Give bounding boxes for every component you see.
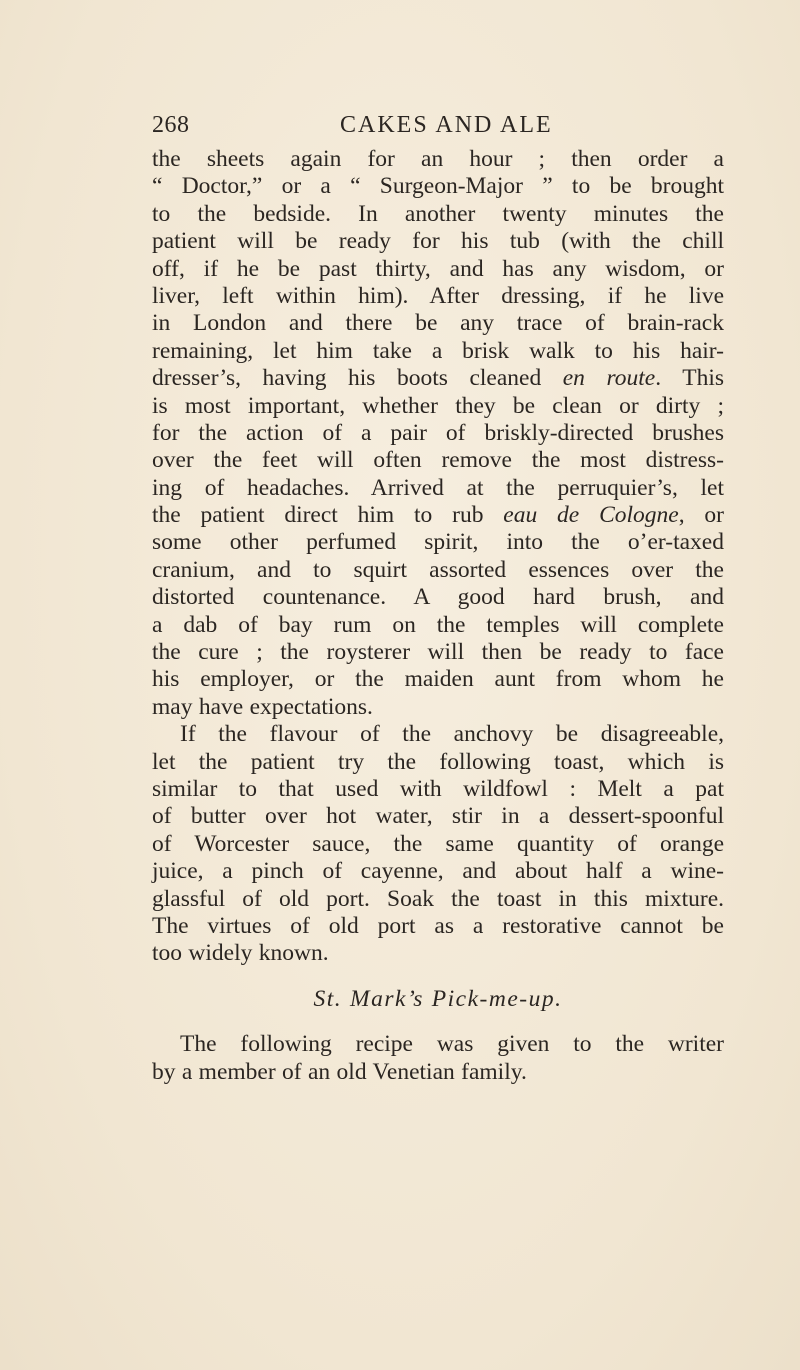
text-line: may have expectations. [152,693,373,720]
text-line: juice, a pinch of cayenne, and about half a wine- [152,858,724,885]
paragraph-start-line: If the flavour of the anchovy be disagreeable, [180,721,724,748]
text-line: patient will be ready for his tub (with the chill [152,228,724,255]
text-line: the cure ; the roysterer will then be ready to face [152,639,724,666]
text-line: off, if he be past thirty, and has any wisdom, or [152,255,724,282]
page-number: 268 [152,112,190,138]
text-line: cranium, and to squirt assorted essences over the [152,556,724,583]
running-head: CAKES AND ALE [340,112,553,138]
text-line: some other perfumed spirit, into the o’er-taxed [152,529,724,556]
section-heading: St. Mark’s Pick-me-up. [313,985,563,1012]
page-header [152,112,724,148]
text-line: in London and there be any trace of brain-rack [152,310,724,337]
text-line: ing of headaches. Arrived at the perruquier’s, let [152,474,724,501]
text-line: a dab of bay rum on the temples will complete [152,611,724,638]
text-line: of butter over hot water, stir in a dessert-spoonful [152,803,724,830]
section-spacer [152,968,724,986]
text-line: liver, left within him). After dressing, if he live [152,282,724,309]
text-line: over the feet will often remove the most distress- [152,447,724,474]
italic-phrase: en route [562,365,656,392]
text-line: The virtues of old port as a restorative cannot be [152,912,724,939]
text-line: his employer, or the maiden aunt from whom he [152,666,724,693]
text-line: of Worcester sauce, the same quantity of orange [152,830,724,857]
text-line: the sheets again for an hour ; then order a [152,146,724,172]
section-spacer [152,1013,724,1031]
text-line: too widely known. [152,940,329,967]
text-line: “ Doctor,” or a “ Surgeon-Major ” to be brought [152,173,724,200]
text-line: by a member of an old Venetian family. [152,1058,527,1085]
text-line: is most important, whether they be clean or dirty ; [152,392,724,419]
text-line: the patient direct him to rub eau de Cologne, or [152,502,724,529]
italic-phrase: eau de Cologne [503,502,679,529]
paragraph-start-line: The following recipe was given to the writer [180,1031,724,1058]
text-line: dresser’s, having his boots cleaned en route. This [152,365,724,392]
text-line: to the bedside. In another twenty minutes the [152,200,724,227]
text-line: remaining, let him take a brisk walk to his hair- [152,337,724,364]
text-line: glassful of old port. Soak the toast in this mixture. [152,885,724,912]
body-text [152,146,724,1086]
text-line: distorted countenance. A good hard brush, and [152,584,724,611]
text-line: for the action of a pair of briskly-directed brushes [152,419,724,446]
text-line: let the patient try the following toast, which is [152,748,724,775]
text-line: similar to that used with wildfowl : Melt a pat [152,775,724,802]
